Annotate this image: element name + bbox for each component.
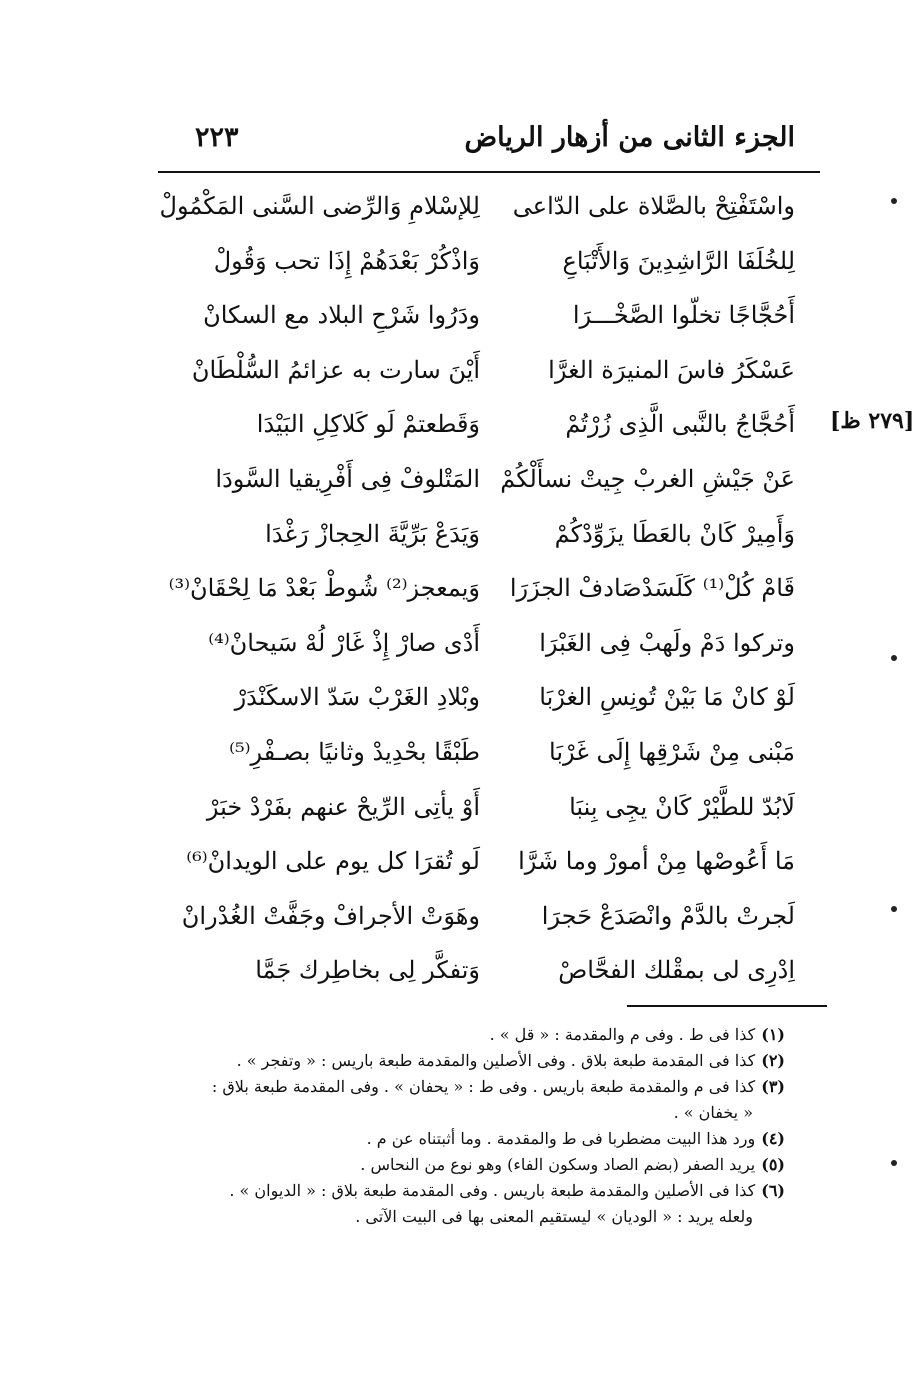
- footnote-continuation: « يخفان » .: [673, 1103, 753, 1122]
- verse-line: [180, 410, 795, 462]
- second-hemistich: لَو تُقرَا كل يوم على الويدانْ⁽⁶⁾: [186, 847, 480, 876]
- second-hemistich: أَدْى صارْ إِذْ غَارْ لُهْ سَيحانْ⁽⁴⁾: [208, 628, 480, 657]
- second-hemistich: لِلإسْلامِ وَالرِّضى السَّنى المَكْمُولْ: [159, 192, 480, 220]
- verse-line: [180, 847, 795, 899]
- footnote-text: ورد هذا البيت مضطربا فى ط والمقدمة . وما أثبتناه عن م .: [366, 1129, 756, 1148]
- footnotes: [160, 1022, 785, 1230]
- footnote: [160, 1126, 785, 1152]
- first-hemistich: أَحُجَّاجًا تخلّوا الصَّخْـــرَا: [572, 301, 795, 330]
- first-hemistich: لِلخُلَفَا الرَّاشِدِينَ وَالأَتْبَاعِ: [562, 246, 795, 275]
- footnote-number: (١): [761, 1025, 785, 1044]
- footnote-continuation: ولعله يريد : « الوديان » ليستقيم المعنى بها فى البيت الآتى .: [355, 1207, 753, 1226]
- verse-line: [180, 902, 795, 954]
- footnote-number: (٣): [761, 1077, 785, 1096]
- footnote: [160, 1152, 785, 1178]
- second-hemistich: وَقَطعتمْ لَو كَلاكِلِ البَيْدَا: [256, 410, 480, 439]
- footnote-text: كذا فى ط . وفى م والمقدمة : « قل » .: [489, 1025, 756, 1044]
- footnote-text: كذا فى م والمقدمة طبعة باريس . وفى ط : « يحفان » . وفى المقدمة طبعة بلاق :: [211, 1077, 756, 1096]
- footnote-number: (٤): [761, 1129, 785, 1148]
- verse-line: [180, 629, 795, 681]
- verse-line: [180, 956, 795, 1008]
- first-hemistich: اِدْرِى لى بمقْلك الفحَّاصْ: [558, 956, 795, 985]
- first-hemistich: واسْتَفْتِحْ بالصَّلاة على الدّاعى: [512, 192, 795, 220]
- second-hemistich: وَيمعجز⁽²⁾ شُوطْ بَعْدْ مَا لِحْقَانْ⁽³⁾: [168, 574, 480, 603]
- verse-line: [180, 793, 795, 845]
- first-hemistich: وَأَمِيرْ كَانْ بالعَطَا يزَوِّدْكُمْ: [554, 519, 795, 548]
- first-hemistich: لَجرتْ بالدَّمْ وانْصَدَعْ حَجرَا: [541, 901, 795, 930]
- verse-line: [180, 247, 795, 299]
- first-hemistich: مَا أَعُوصْها مِنْ أمورْ وما شَرَّا: [518, 847, 795, 876]
- verse-line: [180, 683, 795, 735]
- verse-line: [159, 192, 795, 244]
- second-hemistich: ودَرُوا شَرْحِ البلاد مع السكانْ: [203, 301, 480, 330]
- footnote-text: يريد الصفر (بضم الصاد وسكون الفاء) وهو نوع من النحاس .: [360, 1155, 756, 1174]
- footnote: [160, 1048, 785, 1074]
- footnote-text: كذا فى الأصلين والمقدمة طبعة باريس . وفى المقدمة طبعة بلاق : « الديوان » .: [229, 1181, 756, 1200]
- first-hemistich: عَنْ جَيْشِ الغربْ جِيتْ نسأَلْكُمْ: [500, 465, 795, 493]
- running-title: الجزء الثانى من أزهار الرياض: [464, 122, 795, 153]
- second-hemistich: وَاذْكُرْ بَعْدَهُمْ إِذَا تحب وَقُولْ: [213, 246, 480, 275]
- first-hemistich: قَامْ كُلْ⁽¹⁾ كَلَسَدْصَادفْ الجزَرَا: [509, 574, 795, 603]
- footnote: [160, 1074, 785, 1100]
- footnote-number: (٢): [761, 1051, 785, 1070]
- first-hemistich: عَسْكَرُ فاسَ المنيرَة الغرَّا: [548, 355, 795, 384]
- verse-line: [180, 465, 795, 517]
- verse-line: [180, 738, 795, 790]
- first-hemistich: مَبْنى مِنْ شَرْقِها إِلَى غَرْبَا: [549, 738, 795, 766]
- second-hemistich: وَتفكَّر لِى بخاطِرك جَمَّا: [255, 956, 480, 985]
- first-hemistich: وتركوا دَمْ ولَهبْ فِى الغَبْرَا: [539, 628, 795, 657]
- verse-line: [168, 574, 795, 626]
- manuscript-folio-ref: [٢٧٩ ظ]: [830, 408, 914, 434]
- footnote: [160, 1178, 785, 1204]
- second-hemistich: وبْلادِ الغَرْبْ سَدّ الاسكَنْدَرْ: [234, 683, 480, 712]
- second-hemistich: أَوْ يأتِى الرِّيحْ عنهم بفَرْدْ خبَرْ: [206, 792, 480, 821]
- margin-dot: [891, 1160, 897, 1166]
- first-hemistich: لَابُدّ للطَّيْرْ كَانْ يجِى بِنبَا: [569, 792, 795, 821]
- verse-line: [180, 356, 795, 408]
- second-hemistich: المَتْلوفْ فِى أَفْرِيقيا السَّودَا: [215, 465, 480, 493]
- second-hemistich: وهَوَتْ الأجرافْ وجَفَّتْ الغُدْرانْ: [181, 901, 480, 930]
- page-number: ٢٢٣: [195, 122, 239, 153]
- footnote-text: كذا فى المقدمة طبعة بلاق . وفى الأصلين والمقدمة طبعة باريس : « وتفجر » .: [236, 1051, 756, 1070]
- footnote-rule: [627, 1005, 827, 1007]
- first-hemistich: لَوْ كانْ مَا بَيْنْ تُونِسِ الغرْبَا: [539, 683, 795, 712]
- first-hemistich: أَحُجَّاجُ بالنَّبى الَّذِى زُرْتُمْ: [565, 410, 795, 439]
- second-hemistich: طَبْقًا بحْدِيدْ وثانيًا بصـفْرِ⁽⁵⁾: [229, 738, 480, 766]
- verse-line: [180, 301, 795, 353]
- footnote-number: (٥): [761, 1155, 785, 1174]
- second-hemistich: أَيْنَ سارت به عزائمُ السُّلْطَانْ: [191, 355, 480, 384]
- footnote: [160, 1022, 785, 1048]
- footnote-number: (٦): [761, 1181, 785, 1200]
- second-hemistich: وَيَدَعْ بَرِّيَّةَ الحِجازْ رَغْدَا: [265, 519, 480, 548]
- verse-line: [180, 520, 795, 572]
